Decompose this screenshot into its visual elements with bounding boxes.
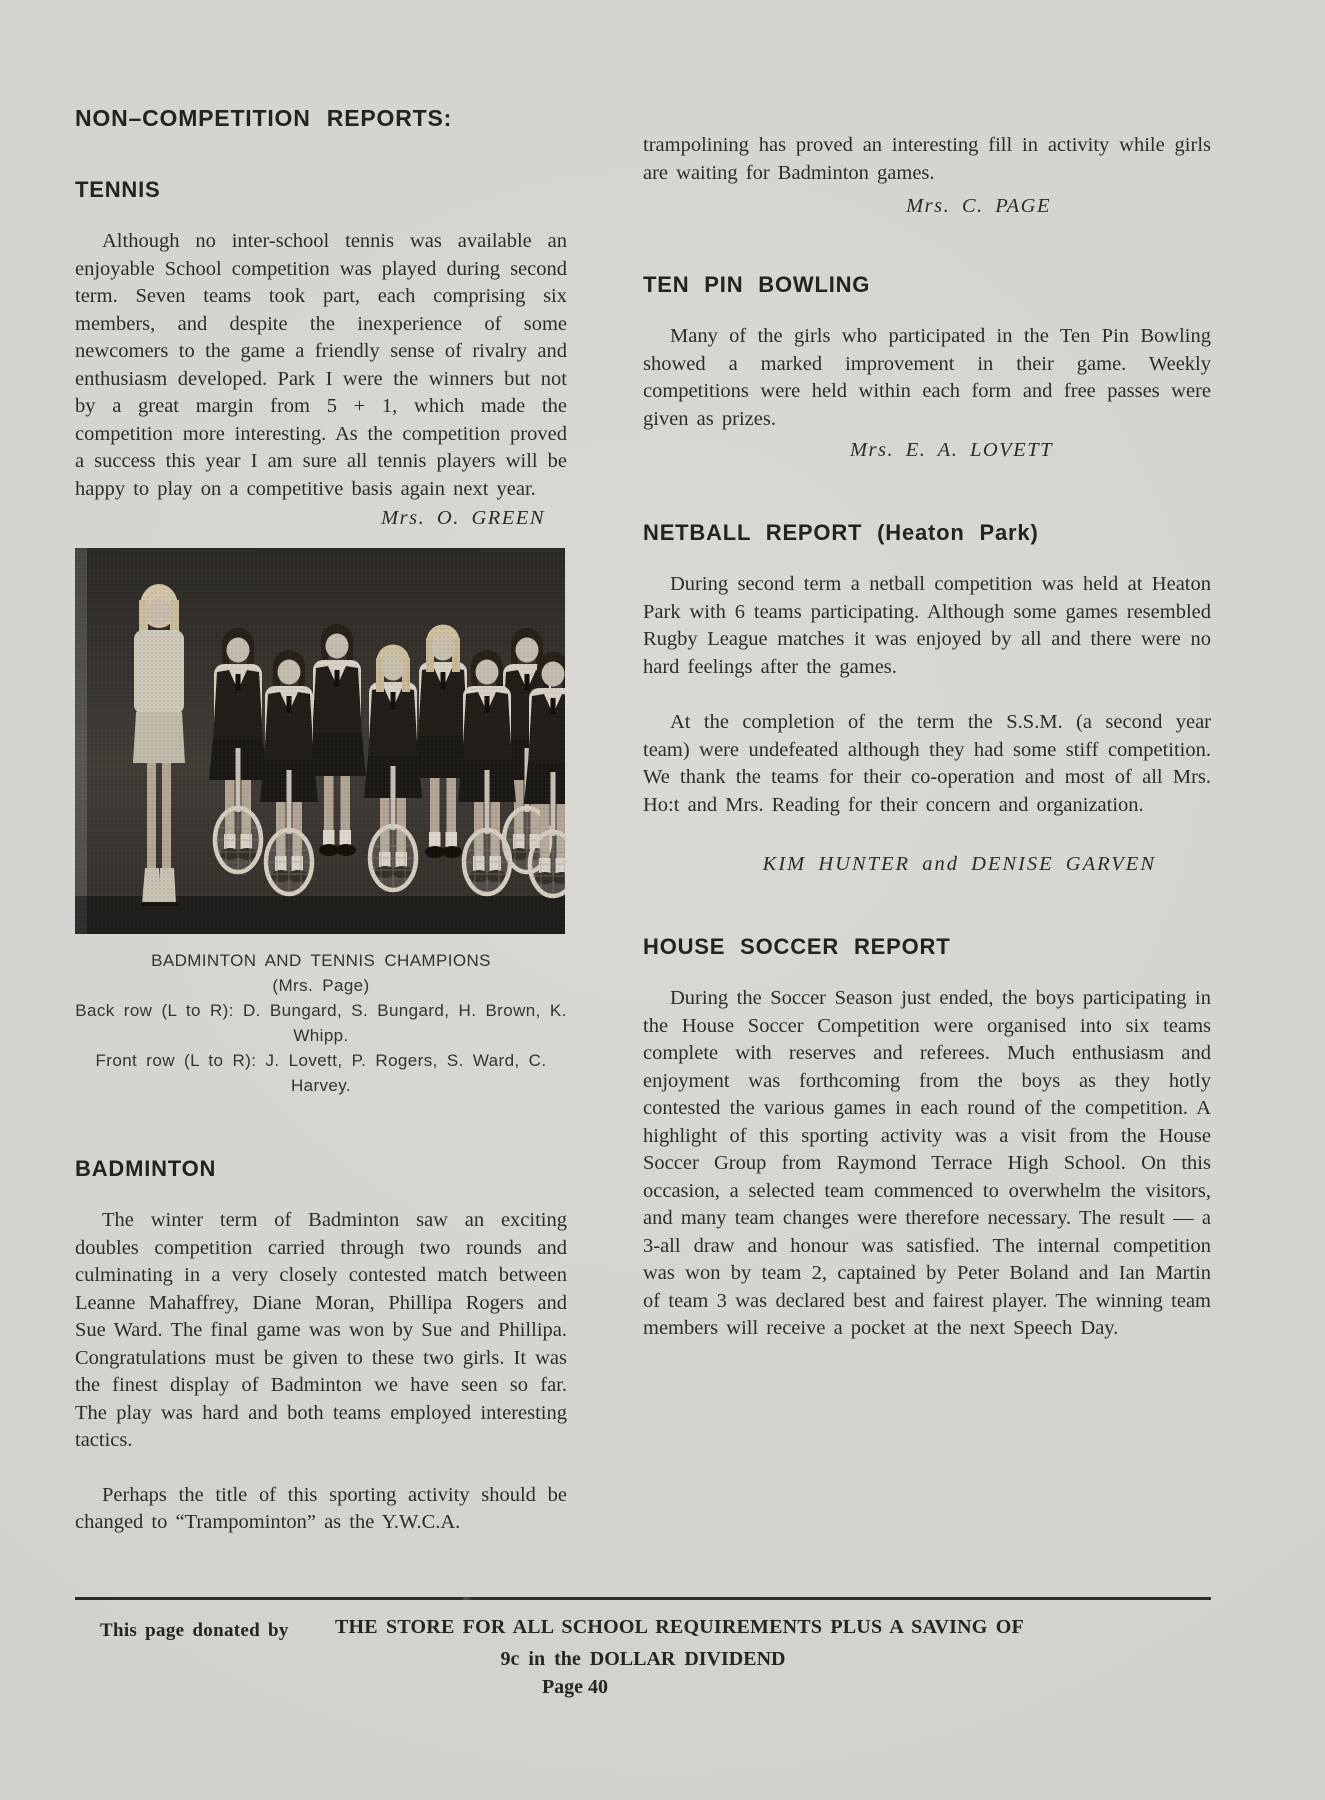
left-column: [75, 105, 567, 1537]
netball-heading: NETBALL REPORT (Heaton Park): [643, 520, 1039, 545]
footer-divider: [75, 1597, 1211, 1600]
footer-sponsor-line-2: 9c in the DOLLAR DIVIDEND: [500, 1648, 786, 1670]
footer-donated-by: This page donated by: [100, 1620, 289, 1641]
photo-caption-front-row: Front row (L to R): J. Lovett, P. Rogers, S. Ward, C. Harvey.: [95, 1051, 547, 1095]
netball-signature: KIM HUNTER and DENISE GARVEN: [762, 853, 1156, 875]
photo-caption: [75, 948, 567, 1098]
badminton-body-1: The winter term of Badminton saw an exciting doubles competition carried through two rounds and culminating in a very closely contested match between Leanne Mahaffrey, Diane Moran, Phillipa Rogers and Sue Ward. The final game was won by Sue and Phillipa. Congratulations must be given to these two girls. It was the finest display of Badminton we have seen so far. The play was hard and both teams employed interesting tactics.: [75, 1209, 567, 1451]
tennis-body: Although no inter-school tennis was available an enjoyable School competition was played during second term. Seven teams took part, each comprising six members, and despite the inexperience of some newcomers to the game a friendly sense of rivalry and enthusiasm developed. Park I were the winners but not by a great margin from 5 + 1, which made the competition more interesting. As the competition proved a success this year I am sure all tennis players will be happy to play on a competitive basis again next year.: [75, 230, 567, 500]
house-soccer-body: During the Soccer Season just ended, the boys participating in the House Soccer Competition were organised into six teams complete with reserves and referees. Much enthusiasm and enjoyment was forthcoming from the boys as they hotly contested the various games in each round of the competition. A highlight of this sporting activity was a visit from the House Soccer Group from Raymond Terrace High School. On this occasion, a selected team commenced to overwhelm the visitors, and many team changes were therefore necessary. The result — a 3-all draw and honour was satisfied. The internal competition was won by team 2, captained by Peter Boland and Ian Martin of team 3 was declared best and fairest player. The winning team members will receive a pocket at the next Speech Day.: [643, 987, 1211, 1339]
ten-pin-bowling-body: Many of the girls who participated in the Ten Pin Bowling showed a marked improvement in their game. Weekly competitions were held within each form and free passes were given as prizes.: [643, 325, 1211, 430]
photo-caption-back-row: Back row (L to R): D. Bungard, S. Bungard, H. Brown, K. Whipp.: [75, 1001, 567, 1045]
trampolining-signature: Mrs. C. PAGE: [906, 195, 1051, 217]
ten-pin-bowling-heading: TEN PIN BOWLING: [643, 272, 871, 297]
ten-pin-bowling-signature: Mrs. E. A. LOVETT: [849, 439, 1053, 461]
champions-photo-illustration: [75, 548, 565, 934]
main-heading: NON–COMPETITION REPORTS:: [75, 105, 453, 131]
right-column: [643, 132, 1211, 1343]
house-soccer-heading: HOUSE SOCCER REPORT: [643, 934, 951, 959]
netball-body-2: At the completion of the term the S.S.M. (a second year team) were undefeated although they had some stiff competition. We thank the teams for their co-operation and most of all Mrs. Ho:t and Mrs. Reading for their concern and organization.: [643, 711, 1211, 816]
champions-photo: [75, 548, 565, 934]
photo-caption-subtitle: (Mrs. Page): [272, 976, 370, 995]
tennis-signature: Mrs. O. GREEN: [381, 507, 545, 529]
tennis-heading: TENNIS: [75, 177, 161, 202]
trampolining-body: trampolining has proved an interesting fill in activity while girls are waiting for Badminton games.: [643, 134, 1211, 184]
netball-body-1: During second term a netball competition was held at Heaton Park with 6 teams participating. Although some games resembled Rugby League matches it was enjoyed by all and there were no hard feelings after the games.: [643, 573, 1211, 678]
photo-caption-title: BADMINTON AND TENNIS CHAMPIONS: [151, 951, 491, 970]
badminton-heading: BADMINTON: [75, 1156, 217, 1181]
footer-page-number: Page 40: [541, 1676, 609, 1698]
footer-sponsor-line-1: THE STORE FOR ALL SCHOOL REQUIREMENTS PLUS A SAVING OF: [335, 1616, 1024, 1638]
badminton-body-2: Perhaps the title of this sporting activity should be changed to “Trampominton” as the Y.W.C.A.: [75, 1483, 567, 1533]
